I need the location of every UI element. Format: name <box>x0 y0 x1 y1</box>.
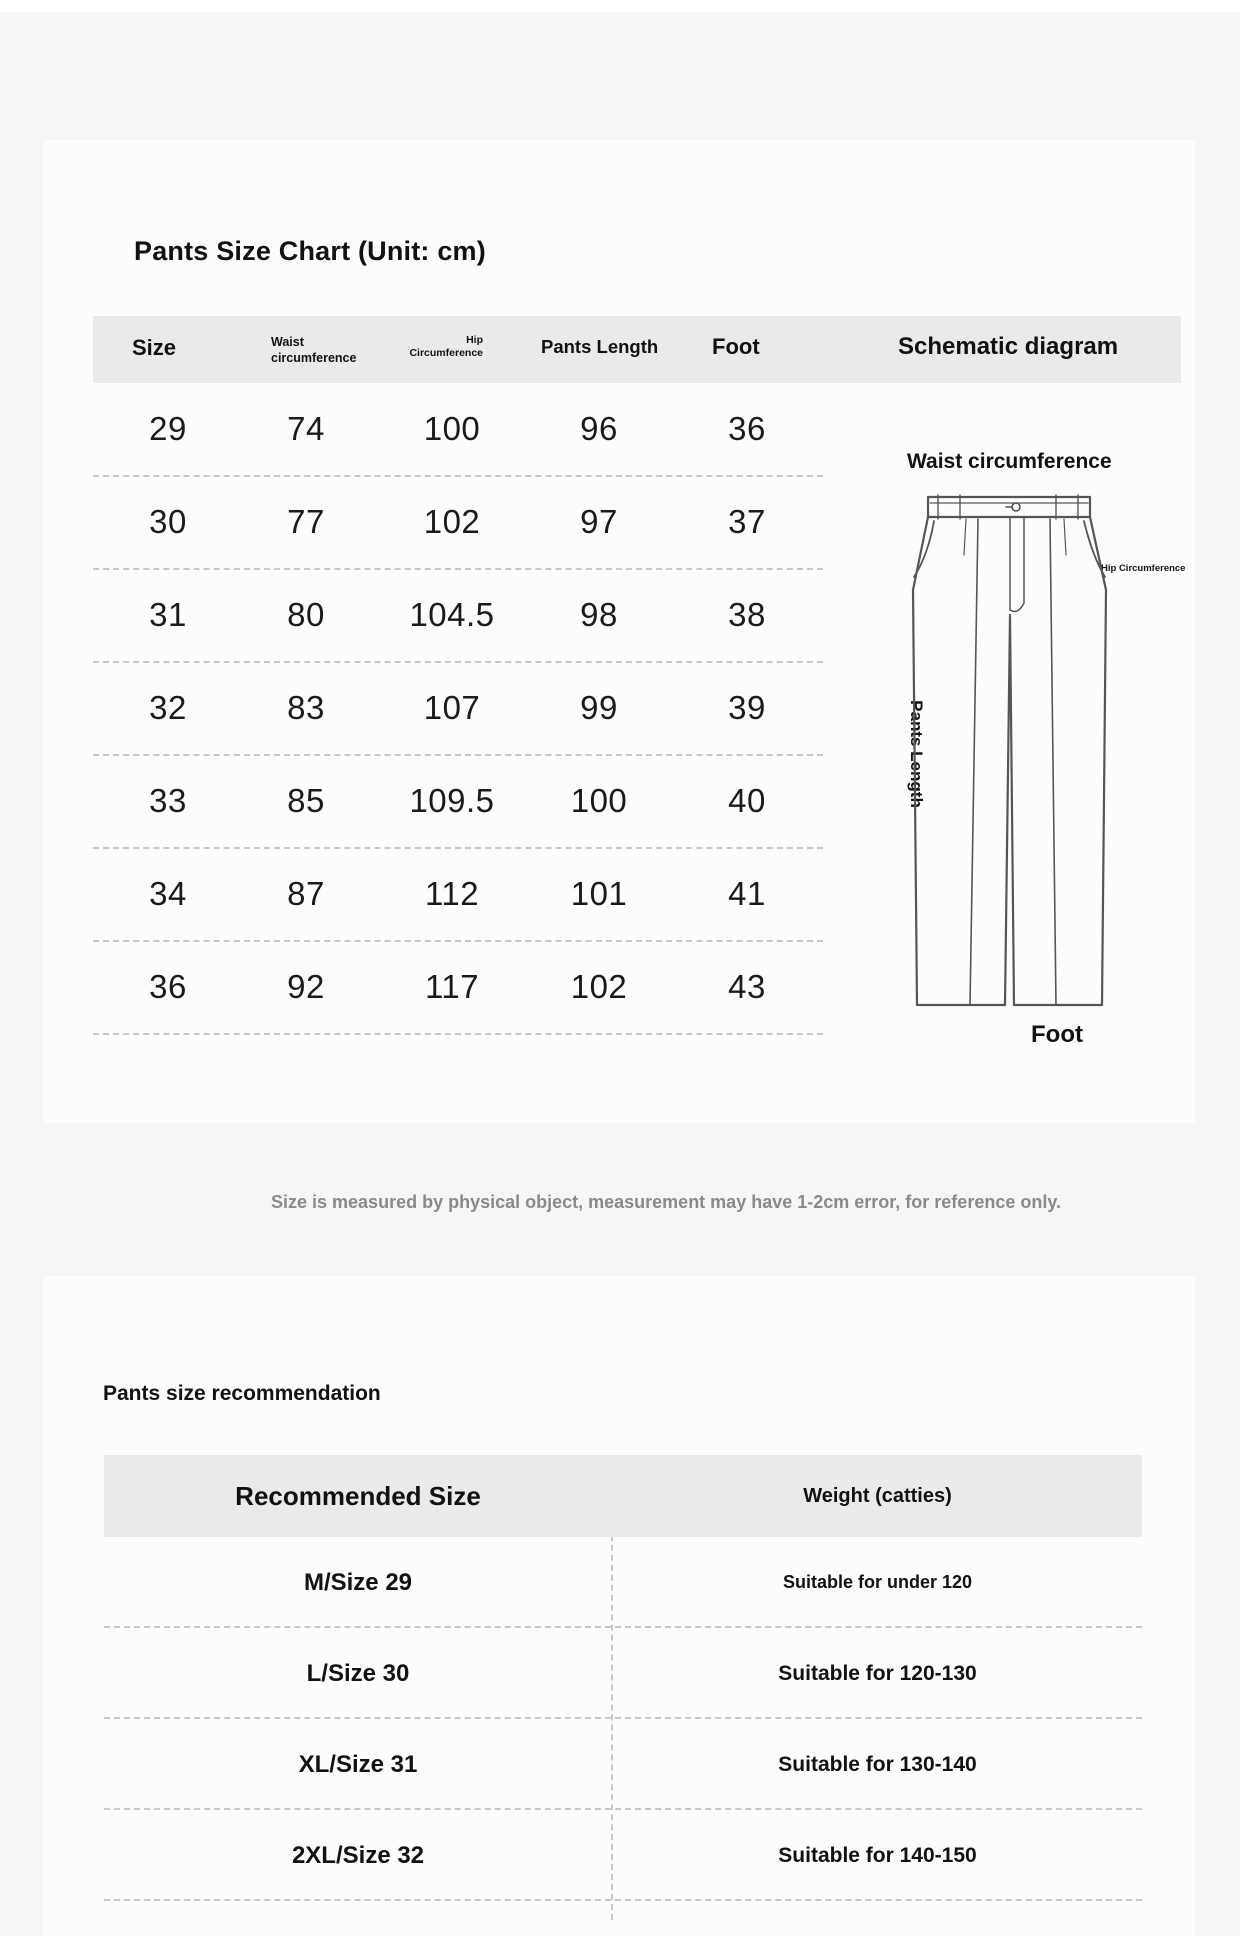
cell-hip: 109.5 <box>409 782 495 819</box>
header-schematic: Schematic diagram <box>898 333 1119 360</box>
cell-length: 102 <box>570 968 628 1005</box>
cell-foot: 38 <box>728 596 766 633</box>
cell-hip: 112 <box>424 875 480 912</box>
cell-length: 98 <box>580 596 618 633</box>
cell-foot: 43 <box>728 968 766 1005</box>
header-weight: Weight (catties) <box>803 1484 952 1507</box>
cell-waist: 92 <box>287 968 325 1005</box>
header-waist-line2: circumference <box>271 351 357 365</box>
diagram-hip-label: Hip Circumference <box>1101 563 1186 574</box>
cell-recommended-size: 2XL/Size 32 <box>291 1841 425 1869</box>
recommendation-title: Pants size recommendation <box>103 1382 381 1405</box>
measurement-note: Size is measured by physical object, measurement may have 1-2cm error, for reference only. <box>271 1192 1062 1212</box>
cell-size: 33 <box>149 782 187 819</box>
size-chart-title: Pants Size Chart (Unit: cm) <box>134 236 486 266</box>
header-foot: Foot <box>712 334 760 359</box>
cell-length: 100 <box>570 782 628 819</box>
cell-size: 30 <box>149 503 187 540</box>
cell-foot: 40 <box>728 782 766 819</box>
table-row <box>93 663 823 756</box>
cell-size: 31 <box>149 596 187 633</box>
cell-size: 36 <box>149 968 187 1005</box>
diagram-length-label: Pants Length <box>907 700 926 808</box>
table-row <box>104 1537 1142 1628</box>
header-recommended-size: Recommended Size <box>235 1480 481 1511</box>
header-waist <box>271 334 356 366</box>
cell-hip: 107 <box>423 689 481 726</box>
cell-waist: 74 <box>287 410 325 447</box>
header-waist-line1: Waist <box>271 335 304 349</box>
cell-foot: 41 <box>728 875 766 912</box>
cell-length: 101 <box>570 875 628 912</box>
table-row <box>93 384 823 477</box>
cell-weight: Suitable for 120-130 <box>778 1661 977 1685</box>
cell-length: 97 <box>580 503 618 540</box>
cell-hip: 100 <box>423 410 481 447</box>
table-row <box>93 756 823 849</box>
cell-recommended-size: L/Size 30 <box>306 1659 410 1687</box>
table-row <box>104 1810 1142 1901</box>
cell-length: 99 <box>580 689 618 726</box>
cell-waist: 80 <box>287 596 325 633</box>
cell-hip: 102 <box>423 503 481 540</box>
cell-waist: 85 <box>287 782 325 819</box>
cell-length: 96 <box>580 410 618 447</box>
cell-hip: 117 <box>424 968 480 1005</box>
cell-weight: Suitable for 140-150 <box>778 1843 977 1867</box>
top-band <box>0 0 1240 12</box>
cell-size: 32 <box>149 689 187 726</box>
cell-recommended-size: XL/Size 31 <box>298 1750 418 1778</box>
header-hip-line2: Circumference <box>409 347 483 359</box>
cell-weight: Suitable for 130-140 <box>778 1752 977 1776</box>
cell-waist: 87 <box>287 875 325 912</box>
cell-foot: 39 <box>728 689 766 726</box>
header-hip-line1: Hip <box>466 334 483 346</box>
table-row <box>104 1628 1142 1719</box>
cell-foot: 36 <box>728 410 766 447</box>
table-row <box>93 477 823 570</box>
diagram-waist-label: Waist circumference <box>907 450 1112 473</box>
recommendation-table <box>104 1455 1142 1901</box>
cell-foot: 37 <box>728 503 766 540</box>
table-row <box>93 942 823 1035</box>
header-hip <box>401 334 483 360</box>
cell-waist: 83 <box>287 689 325 726</box>
diagram-foot-label: Foot <box>1031 1021 1083 1048</box>
table-row <box>93 570 823 663</box>
cell-hip: 104.5 <box>409 596 495 633</box>
cell-size: 34 <box>149 875 187 912</box>
pants-schematic-illustration <box>900 485 1120 1010</box>
header-pants-length: Pants Length <box>541 336 659 357</box>
header-size: Size <box>132 335 177 360</box>
cell-size: 29 <box>149 410 187 447</box>
table-row <box>104 1719 1142 1810</box>
cell-waist: 77 <box>287 503 325 540</box>
recommendation-header <box>104 1455 1142 1537</box>
cell-recommended-size: M/Size 29 <box>303 1568 413 1596</box>
cell-weight: Suitable for under 120 <box>782 1572 973 1592</box>
size-chart-rows <box>93 384 823 1035</box>
table-row <box>93 849 823 942</box>
